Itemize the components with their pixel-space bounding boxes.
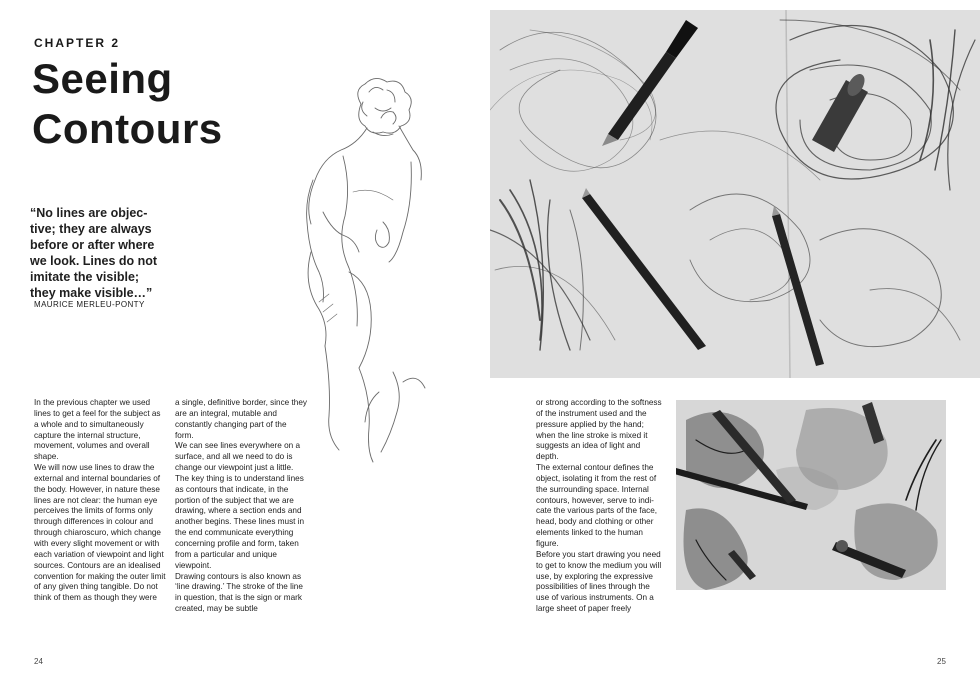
chapter-label: CHAPTER 2: [34, 36, 121, 50]
page-title: [32, 54, 223, 154]
pull-quote: “No lines are objective; they are always before or after where we look. Lines do not imitate the visible; they make visible…”: [30, 206, 158, 300]
page-number-left: 24: [34, 657, 43, 666]
body-column-3: [536, 398, 664, 615]
photo-ink-washes-with-tools: [676, 400, 946, 590]
title-line-1: Seeing: [32, 55, 173, 102]
body-paragraph: or strong according to the softness of the instrument used and the pressure applied by the hand; when the line stroke is mixed it suggests an idea of light and depth.: [536, 398, 662, 462]
body-column-1: [34, 398, 166, 604]
body-paragraph: We can see lines everywhere on a surface, and all we need to do is change our viewpoint just a little. The key thing is to understand lines as contours that indicate, in the portion of the subject that we are drawing, where a section ends and another begins. These lines must in the end communicate everything concerning profile and form, taken from a particular and unique viewpoint.: [175, 441, 305, 570]
quote-author: MAURICE MERLEU-PONTY: [34, 300, 145, 309]
body-paragraph: a single, definitive border, since they are an integral, mutable and constantly changing part of the form.: [175, 398, 307, 440]
body-paragraph: We will now use lines to draw the external and internal boundaries of the body. However, in nature these lines are not clear: the human eye perceives the limits of forms only through differences in colour and through chiaroscuro, which change with every slight movement or with each variation of viewpoint and light sources. Contours are an idealised convention for making the outer limit of any given thing tangible. Do not think of them as though they were: [34, 463, 166, 603]
page-number-right: 25: [937, 657, 946, 666]
body-paragraph: Before you start drawing you need to get to know the medium you will use, by exploring the expressive possibilities of lines through the use of various instruments. On a large sheet of paper freely: [536, 549, 662, 614]
body-paragraph: In the previous chapter we used lines to get a feel for the subject as a whole and to simultaneously capture the internal structure, movement, volumes and overall shape.: [34, 398, 161, 462]
figure-sketch: [283, 72, 463, 472]
body-paragraph: The external contour defines the object, isolating it from the rest of the surrounding space. Internal contours, however, serve to indicate the various parts of the face, head, body and clothing or other elements linked to the human figure.: [536, 463, 658, 548]
body-column-2: [175, 398, 307, 615]
title-line-2: Contours: [32, 105, 223, 152]
photo-scribbles-with-pencils: [490, 10, 980, 378]
body-paragraph: Drawing contours is also known as ‘line drawing.’ The stroke of the line in question, that is the sign or mark created, may be subtle: [175, 571, 303, 614]
